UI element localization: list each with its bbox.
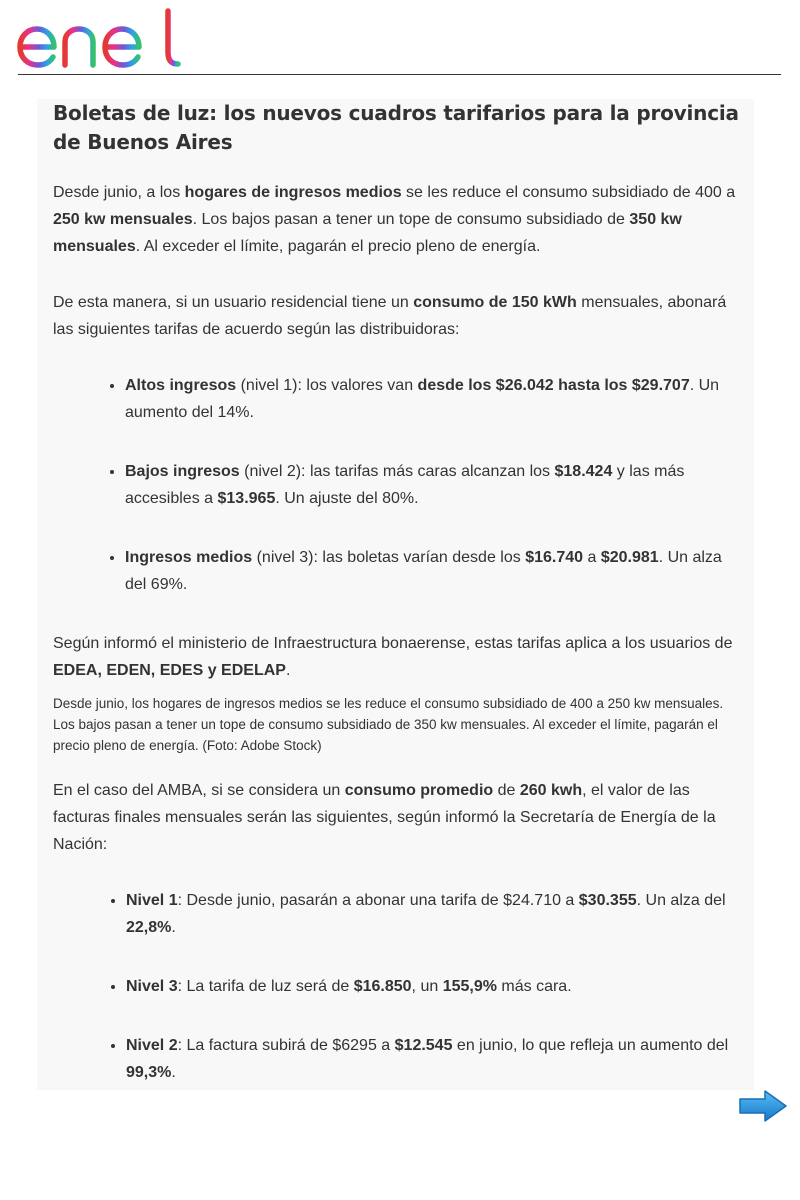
list-item-nivel-2: • Nivel 2: La factura subirá de $6295 a $12.545 en junio, lo que refleja un aumento del 99,3%. [126,1032,744,1086]
bold-text: Ingresos medios [125,549,253,566]
bold-text: 260 kwh [519,782,583,799]
list-item-altos-ingresos: • Altos ingresos (nivel 1): los valores van desde los $26.042 hasta los $29.707. Un aumento del 14%. [125,372,744,426]
article-title: Boletas de luz: los nuevos cuadros tarifarios para la provincia de Buenos Aires [53,101,739,154]
header-divider [18,74,781,75]
bold-text: 22,8% [126,919,172,936]
tariff-list-amba [53,887,744,1086]
bold-text: $20.981 [600,549,659,566]
bold-text: desde los $26.042 hasta los $29.707 [417,377,690,394]
bold-text: 99,3% [126,1064,172,1081]
list-item-ingresos-medios: • Ingresos medios (nivel 3): las boletas varían desde los $16.740 a $20.981. Un alza del 69%. [125,544,744,598]
enel-logo [16,8,181,70]
bold-text: Nivel 2 [126,1037,178,1054]
bold-text: $30.355 [578,892,637,909]
bold-text: $13.965 [217,490,276,507]
list-item-nivel-3: • Nivel 3: La tarifa de luz será de $16.850, un 155,9% más cara. [126,973,744,1000]
article-paragraph-4: En el caso del AMBA, si se considera un consumo promedio de 260 kwh, el valor de las facturas finales mensuales serán las siguientes, según informó la Secretaría de Energía de la Nación: [53,782,716,853]
bold-text: $16.740 [525,549,584,566]
bold-text: 350 kw mensuales [53,211,682,255]
arrow-right-icon[interactable] [737,1088,789,1124]
bold-text: consumo promedio [344,782,494,799]
bold-text: Nivel 3 [126,978,178,995]
bold-text: Altos ingresos [125,377,237,394]
bold-text: $16.850 [353,978,412,995]
article-paragraph-3: Según informó el ministerio de Infraestructura bonaerense, estas tarifas aplica a los usuarios de EDEA, EDEN, EDES y EDELAP. [53,635,733,679]
bold-text: Bajos ingresos [125,463,240,480]
bold-text: hogares de ingresos medios [184,184,402,201]
list-item-bajos-ingresos: • Bajos ingresos (nivel 2): las tarifas más caras alcanzan los $18.424 y las más accesibles a $13.965. Un ajuste del 80%. [125,458,744,512]
bold-text: $18.424 [554,463,613,480]
bold-text: 155,9% [442,978,497,995]
article-paragraph-2: De esta manera, si un usuario residencial tiene un consumo de 150 kWh mensuales, abonará las siguientes tarifas de acuerdo según las distribuidoras: [53,294,727,338]
bold-text: consumo de 150 kWh [413,294,577,311]
article-paragraph-1: Desde junio, a los hogares de ingresos medios se les reduce el consumo subsidiado de 400 a 250 kw mensuales. Los bajos pasan a tener un tope de consumo subsidiado de 350 kw mensuales. Al exceder el límite, pagarán el precio pleno de energía. [53,184,736,255]
bold-text: EDEA, EDEN, EDES y EDELAP [53,662,286,679]
article-panel [37,99,754,1090]
photo-caption: Desde junio, los hogares de ingresos medios se les reduce el consumo subsidiado de 400 a 250 kw mensuales. Los bajos pasan a tener un tope de consumo subsidiado de 350 kw mensuales. Al exceder el límite, pagarán el precio pleno de energía. (Foto: Adobe Stock) [53,696,724,753]
bold-text: Nivel 1 [126,892,178,909]
bold-text: $12.545 [394,1037,453,1054]
bold-text: 250 kw mensuales [53,211,193,228]
tariff-list-province [53,372,744,598]
list-item-nivel-1: • Nivel 1: Desde junio, pasarán a abonar una tarifa de $24.710 a $30.355. Un alza del 22,8%. [126,887,744,941]
